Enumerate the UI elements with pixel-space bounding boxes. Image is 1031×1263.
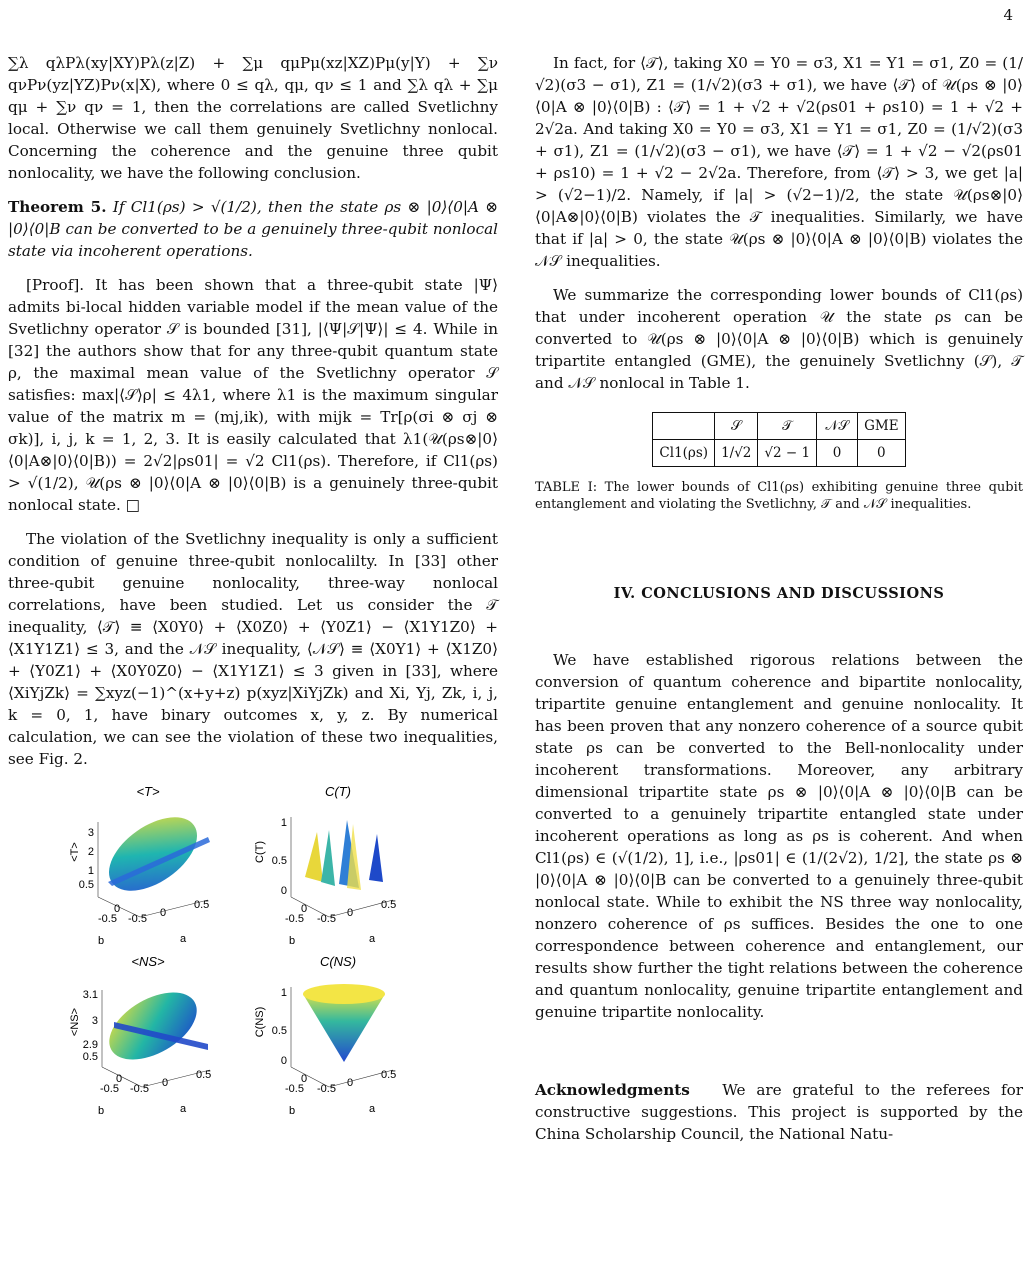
z-tick: 1 [280, 817, 287, 829]
y-tick: -0.5 [128, 913, 147, 925]
x-axis-label: b [289, 1105, 296, 1117]
surface-plot [96, 802, 210, 905]
left-column [8, 52, 498, 1122]
z-tick: 0 [280, 885, 287, 897]
y-axis-label: a [180, 1103, 187, 1115]
panel-title: C(T) [325, 784, 351, 799]
z-tick: 3.1 [82, 989, 98, 1001]
y-tick: 0 [347, 1077, 354, 1089]
panel-NS [68, 952, 228, 1122]
paragraph-T-inequality-derivation: In fact, for ⟨𝒯⟩, taking X0 = Y0 = σ3, X1 = Y1 = σ1, Z0 = (1/√2)(σ3 − σ1), Z1 = (1/√2)(σ3 + σ1), we have ⟨𝒯⟩ of 𝒰(ρs ⊗ |0⟩⟨0|A ⊗ |0⟩⟨0|B) : ⟨𝒯⟩ = 1 + √2 + √2(ρs01 + ρs10) = 1 + √2 + 2√2a. And taking X0 = Y0 = σ3, X1 = Y1 = σ1, Z0 = (1/√2)(σ3 + σ1), Z1 = (1/√2)(σ3 − σ1), we have ⟨𝒯⟩ = 1 + √2 − √2(ρs01 + ρs10) = 1 + √2 − 2√2a. Therefore, from ⟨𝒯⟩ > 3, we get |a| > (√2−1)/2. Namely, if |a| > (√2−1)/2, the state 𝒰(ρs⊗|0⟩⟨0|A⊗|0⟩⟨0|B) violates the 𝒯 inequalities. Similarly, we have that if |a| > 0, the state 𝒰(ρs ⊗ |0⟩⟨0|A ⊗ |0⟩⟨0|B) violates the 𝒩𝒮 inequalities. [535, 54, 1023, 270]
y-tick: 0 [160, 907, 167, 919]
table-cell: 𝒯 [758, 413, 817, 440]
theorem-text: If Cl1(ρs) > √(1/2), then the state ρs ⊗ |0⟩⟨0|A ⊗ |0⟩⟨0|B can be converted to be a genuinely three-qubit nonlocal state via incoherent operations. [8, 198, 499, 260]
panel-title: <NS> [131, 954, 165, 969]
x-tick: -0.5 [100, 1083, 119, 1095]
table-row [653, 440, 905, 467]
table-cell: 0 [817, 440, 858, 467]
z-tick: 0.5 [82, 1051, 98, 1063]
y-tick: -0.5 [130, 1083, 149, 1095]
x-tick: 0 [114, 903, 121, 915]
y-tick: -0.5 [317, 1083, 336, 1095]
table-cell: Cl1(ρs) [653, 440, 715, 467]
z-axis-label: C(T) [254, 841, 266, 863]
panel-title: <T> [136, 784, 160, 799]
acknowledgments-title: Acknowledgments [535, 1081, 690, 1099]
z-axis-label: <NS> [69, 1007, 81, 1037]
z-tick: 0.5 [78, 879, 94, 891]
figure-2 [8, 782, 498, 1122]
y-axis-label: a [369, 1103, 376, 1115]
proof-paragraph: [Proof]. It has been shown that a three-qubit state |Ψ⟩ admits bi-local hidden variable model if the mean value of the Svetlichny operator 𝒮 is bounded [31], |⟨Ψ|𝒮|Ψ⟩| ≤ 4. While in [32] the authors show that for any three-qubit quantum state ρ, the maximal mean value of the Svetlichny operator 𝒮 satisfies: max|⟨𝒮⟩ρ| ≤ 4λ1, where λ1 is the maximum singular value of the matrix m = (mj,ik), with mijk = Tr[ρ(σi ⊗ σj ⊗ σk)], i, j, k = 1, 2, 3. It is easily calculated that λ1(𝒰(ρs⊗|0⟩⟨0|A⊗|0⟩⟨0|B)) = 2√2|ρs01| = √2 Cl1(ρs). Therefore, if Cl1(ρs) > √(1/2), 𝒰(ρs ⊗ |0⟩⟨0|A ⊗ |0⟩⟨0|B) is a genuinely three-qubit nonlocal state. □ [8, 276, 498, 514]
panel-T [68, 782, 228, 952]
table-header-row [653, 413, 905, 440]
acknowledgments-text: We are grateful to the referees for constructive suggestions. This project is supported by the China Scholarship Council, the National Natu- [535, 1081, 1024, 1143]
panel-C-NS [243, 952, 403, 1122]
table-cell [653, 413, 715, 440]
x-tick: -0.5 [285, 913, 304, 925]
theorem-5 [8, 196, 498, 262]
z-tick: 1 [280, 987, 287, 999]
z-tick: 3 [87, 827, 94, 839]
section-heading: IV. CONCLUSIONS AND DISCUSSIONS [613, 585, 945, 602]
x-axis-label: b [289, 935, 296, 947]
x-tick: 0 [301, 1073, 308, 1085]
panel-title: C(NS) [319, 954, 357, 969]
table-cell: 𝒮 [715, 413, 758, 440]
z-tick: 1 [87, 865, 94, 877]
z-tick: 2.9 [82, 1039, 98, 1051]
z-tick: 2 [87, 846, 94, 858]
x-tick: -0.5 [98, 913, 117, 925]
table-1 [535, 412, 1023, 467]
table-cell: 𝒩𝒮 [817, 413, 858, 440]
y-tick: 0 [347, 907, 354, 919]
paragraph-summary-lower-bounds: We summarize the corresponding lower bounds of Cl1(ρs) that under incoherent operation 𝒰 the state ρs can be converted to 𝒰(ρs ⊗ |0⟩⟨0|A ⊗ |0⟩⟨0|B) which is genuinely tripartite entangled (GME), the genuinely Svetlichny (𝒮), 𝒯 and 𝒩𝒮 nonlocal in Table 1. [535, 286, 1023, 392]
paragraph-conclusions: We have established rigorous relations between the conversion of quantum coherence and bipartite nonlocality, tripartite genuine entanglement and genuine nonlocality. It has been proven that any nonzero coherence of a source qubit state ρs can be converted to the Bell-nonlocality under incoherent transformations. Moreover, any arbitrary dimensional tripartite state ρs ⊗ |0⟩⟨0|A ⊗ |0⟩⟨0|B can be converted to a genuinely tripartite entangled state under incoherent operations as long as ρs is coherent. And when Cl1(ρs) ∈ (√(1/2), 1], i.e., |ρs01| ∈ (1/(2√2), 1/2], the state ρs ⊗ |0⟩⟨0|A ⊗ |0⟩⟨0|B can be converted to a genuinely three-qubit nonlocal state. While to exhibit the NS three way nonlocality, nonzero coherence of ρs suffices. Besides the one to one correspondence between coherence and entanglement, our results show further the tight relations between the coherence and quantum nonlocality, genuine tripartite entanglement and genuine tripartite nonlocality. [535, 651, 1023, 1021]
x-axis-label: b [98, 935, 105, 947]
z-tick: 0.5 [271, 855, 287, 867]
page-number: 4 [1003, 6, 1013, 24]
z-tick: 0.5 [271, 1025, 287, 1037]
x-axis-label: b [98, 1105, 105, 1117]
x-tick: 0 [116, 1073, 123, 1085]
lower-bounds-table [652, 412, 905, 467]
x-tick: -0.5 [285, 1083, 304, 1095]
paragraph-three-way-nonlocality: The violation of the Svetlichny inequality is only a sufficient condition of genuine three-qubit nonlocalilty. In [33] other three-qubit genuine nonlocality, three-way nonlocal correlations, have been studied. Let us consider the 𝒯 inequality, ⟨𝒯⟩ ≡ ⟨X0Y0⟩ + ⟨X0Z0⟩ + ⟨Y0Z1⟩ − ⟨X1Y1Z0⟩ + ⟨X1Y1Z1⟩ ≤ 3, and the 𝒩𝒮 inequality, ⟨𝒩𝒮⟩ ≡ ⟨X0Y1⟩ + ⟨X1Z0⟩ + ⟨Y0Z1⟩ + ⟨X0Y0Z0⟩ − ⟨X1Y1Z1⟩ ≤ 3 given in [33], where ⟨XiYjZk⟩ = ∑xyz(−1)^(x+y+z) p(xyz|XiYjZk) and Xi, Yj, Zk, i, j, k = 0, 1, have binary outcomes x, y, z. By numerical calculation, we can see the violation of these two inequalities, see Fig. 2. [8, 530, 498, 768]
y-tick: 0 [162, 1077, 169, 1089]
table-cell: 0 [858, 440, 905, 467]
x-tick: 0 [301, 903, 308, 915]
acknowledgments [535, 1079, 1023, 1145]
theorem-label: Theorem 5. [8, 198, 107, 216]
y-tick: 0.5 [194, 899, 210, 911]
z-axis-label: <T> [69, 842, 81, 862]
y-tick: 0.5 [196, 1069, 212, 1081]
y-tick: -0.5 [317, 913, 336, 925]
table-caption: TABLE I: The lower bounds of Cl1(ρs) exhibiting genuine three qubit entanglement and violating the Svetlichny, 𝒯 and 𝒩𝒮 inequalities. [535, 480, 1023, 512]
y-axis-label: a [369, 933, 376, 945]
table-cell: GME [858, 413, 905, 440]
z-tick: 3 [91, 1015, 98, 1027]
right-column [535, 52, 1023, 1157]
y-tick: 0.5 [381, 1069, 397, 1081]
table-cell: 1/√2 [715, 440, 758, 467]
y-axis-label: a [180, 933, 187, 945]
z-axis-label: C(NS) [254, 1006, 266, 1038]
table-cell: √2 − 1 [758, 440, 817, 467]
z-tick: 0 [280, 1055, 287, 1067]
paragraph-svetlichny-local: ∑λ qλPλ(xy|XY)Pλ(z|Z) + ∑μ qμPμ(xz|XZ)Pμ(y|Y) + ∑ν qνPν(yz|YZ)Pν(x|X), where 0 ≤ qλ, qμ, qν ≤ 1 and ∑λ qλ + ∑μ qμ + ∑ν qν = 1, then the correlations are called Svetlichny local. Otherwise we call them genuinely Svetlichny nonlocal. Concerning the coherence and the genuine three qubit nonlocality, we have the following conclusion. [8, 54, 498, 182]
y-tick: 0.5 [381, 899, 397, 911]
panel-C-T [243, 782, 403, 952]
